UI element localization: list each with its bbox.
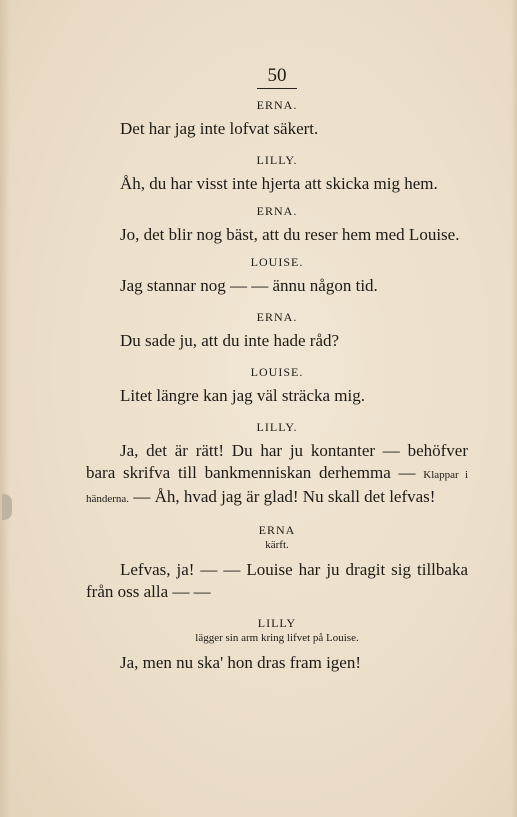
dialogue-block — [86, 615, 468, 674]
speaker-name: LILLY. — [256, 153, 298, 167]
dialogue-line: Det har jag inte lofvat säkert. — [120, 119, 319, 138]
dialogue-block — [86, 254, 468, 297]
dialogue-block — [86, 152, 468, 195]
dialogue-block — [86, 419, 468, 510]
speaker-name: LOUISE. — [250, 255, 304, 269]
speaker-name: LILLY — [257, 616, 297, 630]
dialogue-line: Ja, men nu ska' hon dras fram igen! — [120, 653, 361, 672]
dialogue-line — [86, 440, 468, 510]
page-number: 50 — [257, 64, 297, 89]
stage-direction: kärft. — [265, 539, 289, 551]
speaker-name: LOUISE. — [250, 365, 304, 379]
speaker-name: ERNA. — [256, 98, 298, 112]
speaker-name: LILLY. — [256, 420, 298, 434]
spine-shadow — [0, 0, 10, 817]
speaker-name: ERNA. — [256, 204, 298, 218]
page-edge — [511, 0, 517, 817]
stage-direction: lägger sin arm kring lifvet på Louise. — [195, 632, 359, 644]
page-content — [86, 64, 468, 686]
speaker-name: ERNA — [258, 523, 296, 537]
dialogue-block — [86, 309, 468, 352]
dialogue-line: Jag stannar nog — — ännu någon tid. — [120, 276, 378, 295]
dialogue-block — [86, 364, 468, 407]
dialogue-line: Du sade ju, att du inte hade råd? — [120, 331, 340, 350]
dialogue-block — [86, 522, 468, 603]
dialogue-block — [86, 203, 468, 246]
stage-direction-inline: Klappar i händerna. — [86, 469, 469, 505]
dialogue-text: Ja, det är rätt! Du har ju kontanter — behöfver bara skrifva till bankmenniskan derhemma — — [86, 441, 468, 482]
dialogue-line: Lefvas, ja! — — Louise har ju dragit sig tillbaka från oss alla — — — [86, 560, 468, 601]
binding-tab — [2, 494, 12, 520]
speaker-name: ERNA. — [256, 310, 298, 324]
dialogue-block — [86, 97, 468, 140]
dialogue-line: Jo, det blir nog bäst, att du reser hem med Louise. — [120, 225, 460, 244]
dialogue-line: Åh, du har visst inte hjerta att skicka mig hem. — [120, 174, 438, 193]
dialogue-line: Litet längre kan jag väl sträcka mig. — [120, 386, 365, 405]
dialogue-text: — Åh, hvad jag är glad! Nu skall det lefvas! — [129, 487, 436, 506]
